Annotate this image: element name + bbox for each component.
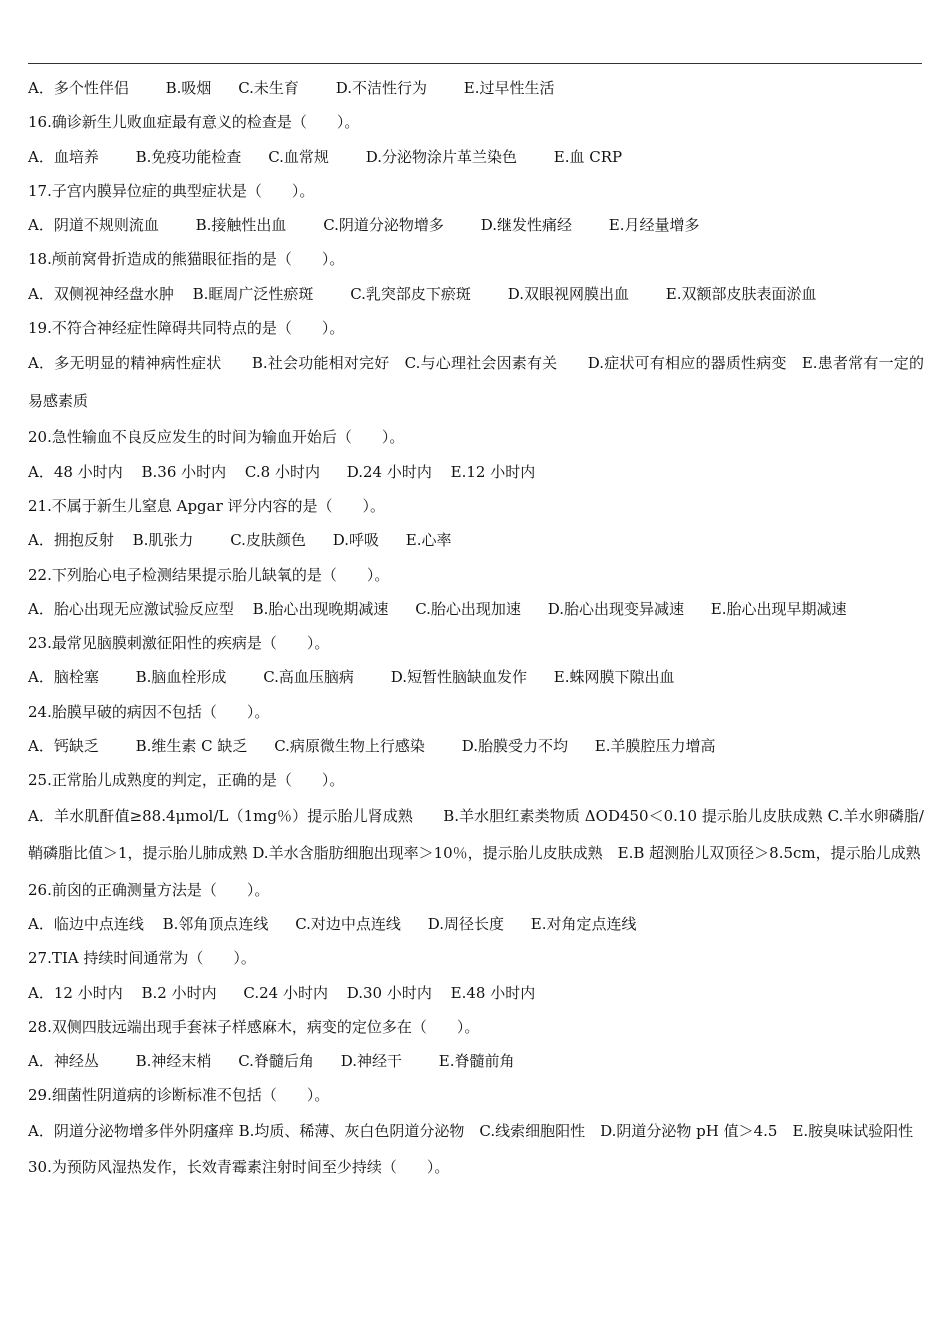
options-line bbox=[28, 140, 924, 174]
option-c: C.病原微生物上行感染 bbox=[274, 737, 425, 756]
option-e: E.过早性生活 bbox=[463, 79, 555, 97]
option-b: B.接触性出血 bbox=[195, 216, 287, 235]
option-d: D.30 小时内 bbox=[346, 983, 432, 1002]
option-b: B.维生素 C 缺乏 bbox=[135, 737, 248, 756]
options-paragraph: A．阴道分泌物增多伴外阴瘙痒 B.均质、稀薄、灰白色阴道分泌物 C.线索细胞阳性 D.阴道分泌物 pH 值＞4.5 E.胺臭味试验阳性 bbox=[28, 1121, 914, 1140]
option-e: E.羊膜腔压力增高 bbox=[594, 737, 716, 756]
option-d: D.短暂性脑缺血发作 bbox=[390, 668, 527, 687]
option-e: E.血 CRP bbox=[553, 147, 623, 166]
option-d: D.胎心出现变异减速 bbox=[547, 599, 684, 618]
option-a: A．12 小时内 bbox=[28, 983, 123, 1002]
option-b: B.2 小时内 bbox=[141, 983, 217, 1002]
question-list bbox=[28, 71, 924, 1185]
option-b: B.36 小时内 bbox=[141, 462, 227, 481]
option-c: C.阴道分泌物增多 bbox=[323, 216, 444, 235]
option-c: C.胎心出现加速 bbox=[415, 599, 521, 618]
option-e: E.48 小时内 bbox=[450, 983, 536, 1002]
question-17: 17.子宫内膜异位症的典型症状是（ ）。 bbox=[28, 181, 315, 200]
option-a: A．阴道不规则流血 bbox=[28, 216, 159, 235]
option-d: D.24 小时内 bbox=[346, 462, 432, 481]
option-e: E.双额部皮肤表面淤血 bbox=[665, 284, 817, 303]
option-b: B.肌张力 bbox=[132, 531, 194, 550]
option-e: E.心率 bbox=[405, 531, 452, 550]
option-b: B.邻角顶点连线 bbox=[162, 914, 269, 933]
question-20: 20.急性输血不良反应发生的时间为输血开始后（ ）。 bbox=[28, 428, 405, 447]
option-c: C.8 小时内 bbox=[244, 462, 320, 481]
option-a: A．胎心出现无应激试验反应型 bbox=[28, 599, 234, 618]
option-c: C.未生育 bbox=[238, 79, 299, 97]
option-a: A．神经丛 bbox=[28, 1052, 99, 1071]
options-line bbox=[28, 729, 924, 763]
option-c: C.24 小时内 bbox=[243, 983, 328, 1002]
option-b: B.神经末梢 bbox=[135, 1052, 212, 1071]
option-c: C.乳突部皮下瘀斑 bbox=[350, 284, 471, 303]
options-paragraph: A．多无明显的精神病性症状 B.社会功能相对完好 C.与心理社会因素有关 D.症状可有相应的器质性病变 E.患者常有一定的易感素质 bbox=[28, 354, 924, 410]
option-b: B.眶周广泛性瘀斑 bbox=[192, 284, 314, 303]
option-b: B.胎心出现晚期减速 bbox=[252, 599, 389, 618]
option-e: E.月经量增多 bbox=[608, 216, 700, 235]
option-a: A．48 小时内 bbox=[28, 462, 123, 481]
options-paragraph: A．羊水肌酐值≥88.4μmol/L（1mg％）提示胎儿肾成熟 B.羊水胆红素类物质 ΔOD450＜0.10 提示胎儿皮肤成熟 C.羊水卵磷脂/鞘磷脂比值＞1，提示胎儿肺成熟 D.羊水含脂肪细胞出现率＞10％，提示胎儿皮肤成熟 E.B 超测胎儿双顶径＞8.5cm，提示胎儿成熟 bbox=[28, 806, 924, 863]
option-d: D.呼吸 bbox=[332, 531, 379, 550]
options-line bbox=[28, 208, 924, 242]
option-a: A．拥抱反射 bbox=[28, 531, 114, 550]
option-c: C.高血压脑病 bbox=[263, 668, 354, 687]
question-26: 26.前囟的正确测量方法是（ ）。 bbox=[28, 880, 270, 899]
options-line bbox=[28, 1044, 924, 1078]
option-d: D.神经干 bbox=[340, 1052, 402, 1071]
option-d: D.分泌物涂片革兰染色 bbox=[365, 147, 517, 166]
question-19: 19.不符合神经症性障碍共同特点的是（ ）。 bbox=[28, 319, 345, 338]
option-d: D.胎膜受力不均 bbox=[461, 737, 568, 756]
option-a: A．临边中点连线 bbox=[28, 914, 144, 933]
question-24: 24.胎膜早破的病因不包括（ ）。 bbox=[28, 702, 270, 721]
option-d: D.周径长度 bbox=[427, 914, 504, 933]
options-line bbox=[28, 660, 924, 694]
option-b: B.脑血栓形成 bbox=[135, 668, 227, 687]
question-23: 23.最常见脑膜刺激征阳性的疾病是（ ）。 bbox=[28, 634, 330, 653]
option-a: A．钙缺乏 bbox=[28, 737, 99, 756]
option-e: E.蛛网膜下隙出血 bbox=[553, 668, 675, 687]
option-b: B.免疫功能检查 bbox=[135, 147, 242, 166]
options-line bbox=[28, 592, 924, 626]
question-25: 25.正常胎儿成熟度的判定，正确的是（ ）。 bbox=[28, 771, 345, 790]
question-21: 21.不属于新生儿窒息 Apgar 评分内容的是（ ）。 bbox=[28, 496, 386, 515]
option-d: D.双眼视网膜出血 bbox=[507, 284, 629, 303]
option-a: A．双侧视神经盘水肿 bbox=[28, 284, 174, 303]
options-line bbox=[28, 277, 924, 311]
option-c: C.血常规 bbox=[268, 147, 329, 166]
option-a: A．血培养 bbox=[28, 147, 99, 166]
option-d: D.继发性痛经 bbox=[480, 216, 572, 235]
options-line bbox=[28, 976, 924, 1010]
question-30: 30.为预防风湿热发作，长效青霉素注射时间至少持续（ ）。 bbox=[28, 1158, 450, 1177]
question-27: 27.TIA 持续时间通常为（ ）。 bbox=[28, 949, 256, 968]
options-line bbox=[28, 455, 924, 489]
option-c: C.皮肤颜色 bbox=[230, 531, 306, 550]
options-line bbox=[28, 523, 924, 557]
option-e: E.12 小时内 bbox=[450, 462, 536, 481]
header-rule bbox=[28, 63, 922, 64]
option-d: D.不洁性行为 bbox=[335, 79, 427, 97]
option-e: E.对角定点连线 bbox=[530, 914, 637, 933]
question-29: 29.细菌性阴道病的诊断标准不包括（ ）。 bbox=[28, 1086, 330, 1105]
question-18: 18.颅前窝骨折造成的熊猫眼征指的是（ ）。 bbox=[28, 250, 345, 269]
option-a: A．脑栓塞 bbox=[28, 668, 99, 687]
options-line bbox=[28, 907, 924, 941]
option-e: E.胎心出现早期减速 bbox=[710, 599, 847, 618]
option-b: B.吸烟 bbox=[165, 79, 212, 97]
question-16: 16.确诊新生儿败血症最有意义的检查是（ ）。 bbox=[28, 113, 360, 132]
question-22: 22.下列胎心电子检测结果提示胎儿缺氧的是（ ）。 bbox=[28, 565, 390, 584]
question-28: 28.双侧四肢远端出现手套袜子样感麻木，病变的定位多在（ ）。 bbox=[28, 1017, 480, 1036]
option-e: E.脊髓前角 bbox=[438, 1052, 515, 1071]
option-a: A．多个性伴侣 bbox=[28, 79, 129, 97]
option-c: C.对边中点连线 bbox=[295, 914, 401, 933]
options-line bbox=[28, 71, 924, 105]
option-c: C.脊髓后角 bbox=[238, 1052, 314, 1071]
